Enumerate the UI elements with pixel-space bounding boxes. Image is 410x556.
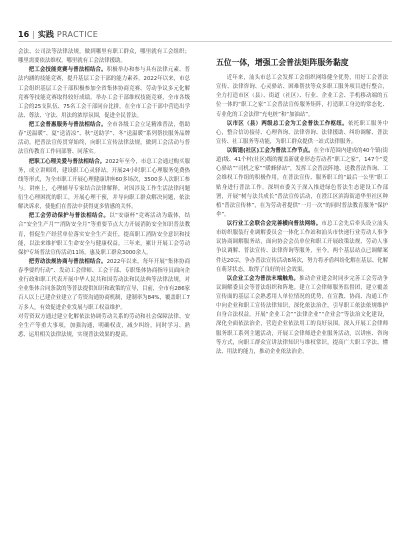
paragraph — [216, 120, 388, 147]
paragraph — [216, 220, 388, 275]
section-title-en: PRACTICE — [56, 29, 99, 39]
paragraph-text: 市总工会先后牵头设立汕头市纺织服装行业调解委员会一体化工作站和汕头市快递行业劳动人事争议协商调解服务站，面向协会会员单位和职工开展政策法规、劳动人事争议调解、普法宣传、法律咨询等服务，至今，两个基层站点已调解案件达20宗，争办普法宣传活动8场次，努力将矛盾纠纷化解在基层、化解在萌芽状态，取得了良好的社会效果。 — [216, 221, 389, 273]
paragraph-text: 对劳资双方通过建立化解依法协调劳动关系的劳动和社会保障法律、安全生产等重大事项，加强沟通，明确权责，减少纠纷，同时学习、熟悉、运用相关法律法规，实现普法效果的提高。 — [18, 313, 190, 338]
paragraph — [216, 147, 388, 220]
page-header — [18, 28, 98, 40]
section-heading: 五位一体，增强工会普法矩阵服务黏度 — [216, 58, 349, 67]
paragraph-lead: 以街道(社区)工会为普法工作节点。 — [226, 148, 314, 154]
paragraph-text: 积极举办和参与具有法律元素、普法内涵的技能竞赛，提升基层工会干部的能力素养。2022年以来，市总工会组织基层工会干部积极参加全省集体协商竞赛、劳动争议多元化解竞赛等技能竞赛取得较好成绩。举办工会干部维权技能竞赛，全市各级工会的25支队伍、75名工会干部同台比拼，在全市工会干部中营造出学法、尊法、守法、用法的浓厚氛围，促进全民普法。 — [18, 67, 190, 119]
paragraph-text: 会法、公司法等法律法规，做到哪里有职工群众，哪里就有工会组织；哪里需要依法维权，哪里就有工会法律援助。 — [18, 49, 190, 65]
paragraph-lead: 把劳动法规协商与普法相结合。 — [28, 258, 107, 265]
paragraph — [216, 74, 388, 120]
paragraph-text: 2022年至今，市总工会通过购买服务，成立讲师团，建设职工心灵驿站，开展24小时职工心理服务免费热线等形式，为全市职工开展心理健康讲座60多场次，3500多人次职工参与。讲座上，心理辅导专家结合法律解释，对因涉及工作生活法律问题衍生心理困扰的职工，开展心理干预，并导向职工群众解决问题，依法解决诉求，使他们在普法中获得更多情感的关怀。 — [18, 158, 190, 211]
paragraph-text: 在全市范围内建成的40个镇(街道)级、41个村(社区)级的覆盖新就业形态劳动者“职工之家”，147个“爱心驿站”“司机之家”“暖蜂驿站”，发挥工会普法阵地、送教普法咨询、工会维权工作组的积极作用，在普法宣传、服务职工的“最后一公里”职工贴身进行普法工作。深圳市委关于深入推进绿色普法生态建设工作部署，开展“树与法共成长”普法宣传活动，在澄江区滨海街道华里社区种植“普法宣传林”，在为劳动者提供“一月一次”的同时普法教育服务“保护伞”。 — [216, 148, 388, 218]
paragraph-text: 近年来，汕头市总工会发挥工会组织网络健全优势，用好工会普法宣传、法律咨询、心灵驿站、困难帮扶等众多职工服务项目进行整合，全力打造市区（县）、街道（社区）、行业、企业工会、手机移动端的五位一体的“职工之家”工会普法宣传服务矩阵，打造职工身边的常态化、专业化的工会法律“充电桩”和“加油站”。 — [216, 75, 388, 118]
paragraph — [18, 158, 190, 213]
paragraph — [216, 275, 388, 357]
paragraph — [18, 313, 190, 340]
paragraph-text: 以“安康杯”竞赛活动为载体，结合“安全生产月”“消防安全月”等重要节点大力开展消防安全知识普法教育，督促生产经营单位落实安全生产责任，提高职工消防安全意识和技能，以法来维护职工生命安全与健康权益。三年来，累计开展工会劳动保护专场普法宣传活动11场，惠及职工群众3000余人。 — [18, 213, 190, 256]
header-separator: | — [32, 29, 35, 39]
paragraph — [18, 66, 190, 121]
paragraph-text: 全市各级工会立足精准普法，借助春“送温暖”、夏“送清凉”、秋“送助学”、冬“送温暖”系列帮扶服务品牌活动，把普法宣传贯穿始终，向职工宣传法律法规，做到工会活动与普法宣传教育工作同部署、同落实。 — [18, 122, 190, 156]
right-column — [216, 52, 388, 357]
paragraph-text: 推动企业建会时同步完善工会劳动争议调解委员会等普法组织和阵地。建立工会律师服务监督团，建立覆盖宣传面的基层工会熟悉用人单位情况的优势，在宣教、协商、沟通工作中向企业和职工宣传法律知识，深化依法治企，引导职工依法依规维护自身合法权益，开展“企业工会”“法律企业”“企业会”等法治文化建设，深化全面依法治企，营造企业依法用工的良好氛围。深入开展工会律师服务职工系列主题活动，开展工会律师进企业服务活动，以讲座、咨询等方式，向职工群众宣讲法律知识与维权常识，提高广大职工学法、懂法、用法的能力，推动企业依法治企。 — [216, 275, 388, 355]
paragraph-lead: 把职工心理关爱与普法相结合。 — [28, 158, 106, 165]
paragraph — [18, 212, 190, 258]
section-title: 实践 — [37, 29, 54, 39]
paragraph-lead: 把工会普惠服务与普法相结合。 — [28, 122, 107, 128]
paragraph-lead: 以企业工会为普法末端触角。 — [226, 275, 300, 282]
header-rule — [18, 41, 392, 42]
paragraph-lead: 以行业工会联合会完善横向普法网络。 — [226, 221, 322, 227]
paragraph-text: 2022年以来，每年开展“集体协商春季要约行动”、发动工会律师、工会干部、专职集体协商指导员面向企业行政和职工代表开展中华人民共和国劳动法和民法典等法律法规，对全业集体合同条款的等普法提供知识和政策的宣导，目前，全市有286家百人以上已建企业建立了劳资沟通协商机制，建制率为84%，覆盖职工7万多人，有效促进企业发展与职工权益维护。 — [18, 258, 191, 311]
paragraph — [18, 121, 190, 158]
left-column — [18, 48, 190, 340]
paragraph-lead: 把工会技能竞赛与普法相结合。 — [28, 67, 107, 74]
paragraph — [18, 258, 190, 313]
page-number: 16 — [18, 29, 30, 39]
paragraph-text: 依托职工服务中心，整合信访接待、心理咨询、法律咨询、法律援助、纠纷调解、普法宣传、社工服务等功能，为职工群众提供一站式法律服务。 — [216, 120, 388, 145]
paragraph-lead: 把工会劳动保护与普法相结合。 — [28, 213, 110, 220]
paragraph-lead: 以市区（县）两级总工会为工会普法工作枢纽。 — [226, 120, 348, 127]
paragraph — [18, 48, 190, 66]
